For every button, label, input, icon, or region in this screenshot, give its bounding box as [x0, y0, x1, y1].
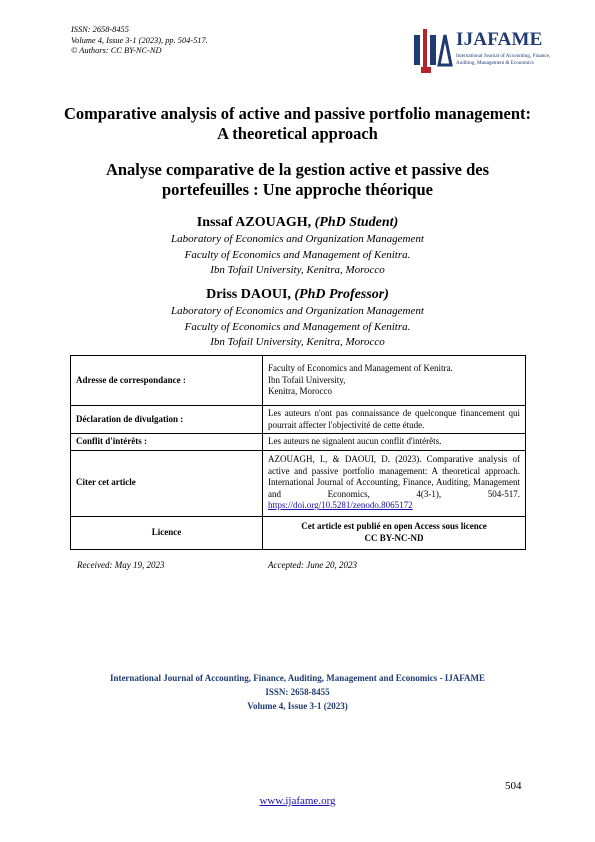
table-row	[71, 356, 526, 406]
title-fr-line1: Analyse comparative de la gestion active et passive des	[105, 160, 490, 179]
title-en-line1: Comparative analysis of active and passive portfolio management:	[63, 104, 531, 123]
received-date: Received: May 19, 2023	[77, 560, 165, 570]
disclosure-label: Déclaration de divulgation :	[71, 406, 263, 434]
footer-journal-name: International Journal of Accounting, Finance, Auditing, Management and Economics - IJAFAME	[109, 673, 486, 683]
author-role: (PhD Professor)	[294, 287, 389, 302]
affiliation-faculty: Faculty of Economics and Management of Kenitra.	[184, 248, 411, 261]
address-value: Faculty of Economics and Management of Kenitra. Ibn Tofail University, Kenitra, Morocco	[263, 356, 526, 406]
article-info-table	[70, 355, 526, 550]
author-name: Driss DAOUI, (PhD Professor)	[206, 287, 389, 302]
table-row	[71, 406, 526, 434]
address-label: Adresse de correspondance :	[71, 356, 263, 406]
doi-link[interactable]: https://doi.org/10.5281/zenodo.8065172	[268, 500, 413, 511]
licence-label: Licence	[71, 516, 263, 549]
accepted-date: Accepted: June 20, 2023	[268, 560, 357, 570]
title-french	[40, 160, 555, 200]
footer-journal-info	[40, 671, 555, 713]
author-role: (PhD Student)	[314, 215, 399, 230]
citation-text: AZOUAGH, I., & DAOUI, D. (2023). Comparative analysis of active and passive portfolio management: A theoretical approach. International Journal of Accounting, Finance, Auditing, Management and Economics, 4(3-1), 504-517.	[268, 454, 520, 499]
author-block	[40, 214, 555, 279]
page-number: 504	[505, 780, 522, 792]
footer-volume: Volume 4, Issue 3-1 (2023)	[247, 701, 348, 711]
affiliation-lab: Laboratory of Economics and Organization Management	[171, 233, 424, 245]
issn-text: ISSN: 2658-8455	[71, 25, 129, 34]
title-fr-line2: portefeuilles : Une approche théorique	[161, 180, 433, 199]
title-english	[40, 104, 555, 144]
author-block	[40, 286, 555, 351]
title-en-line2: A theoretical approach	[217, 124, 378, 143]
header-meta	[71, 25, 208, 57]
author-name: Inssaf AZOUAGH, (PhD Student)	[196, 215, 399, 230]
footer-issn: ISSN: 2658-8455	[265, 687, 330, 697]
journal-logo	[413, 27, 553, 75]
logo-title: IJAFAME	[456, 29, 543, 50]
conflict-label: Conflit d'intérêts :	[71, 434, 263, 451]
table-row	[71, 434, 526, 451]
license-text: © Authors: CC BY-NC-ND	[71, 46, 162, 55]
disclosure-value: Les auteurs n'ont pas connaissance de quelconque financement qui pourrait affecter l'objectivité de cette étude.	[263, 406, 526, 434]
affiliation-lab: Laboratory of Economics and Organization Management	[171, 305, 424, 317]
cite-value	[263, 450, 526, 516]
logo-subtitle: International Journal of Accounting, Finance, Auditing, Management & Economics	[456, 53, 551, 66]
table-row	[71, 516, 526, 549]
cite-label: Citer cet article	[71, 450, 263, 516]
table-row	[71, 450, 526, 516]
website-link[interactable]: www.ijafame.org	[259, 795, 336, 807]
affiliation-university: Ibn Tofail University, Kenitra, Morocco	[210, 264, 385, 276]
affiliation-university: Ibn Tofail University, Kenitra, Morocco	[210, 336, 385, 348]
affiliation-faculty: Faculty of Economics and Management of Kenitra.	[184, 320, 411, 333]
volume-text: Volume 4, Issue 3-1 (2023), pp. 504-517.	[71, 35, 208, 45]
logo-mark-icon	[413, 27, 453, 75]
licence-value: Cet article est publié en open Access sous licence CC BY-NC-ND	[263, 516, 526, 549]
conflict-value: Les auteurs ne signalent aucun conflit d'intérêts.	[263, 434, 526, 451]
